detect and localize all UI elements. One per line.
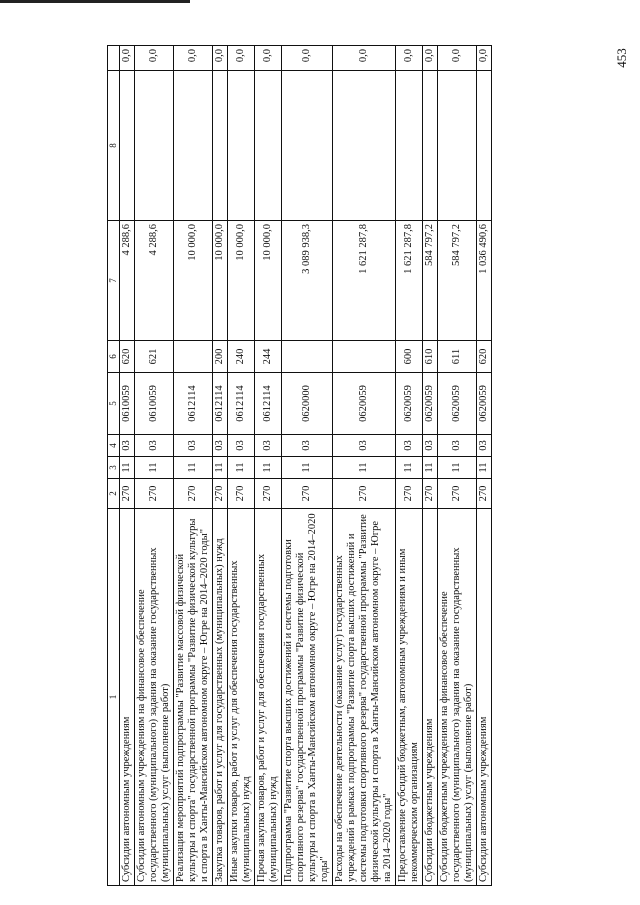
- cell-col-9: 0,0: [423, 46, 438, 71]
- cell-section-code: 11: [333, 457, 396, 479]
- cell-col-8: [333, 71, 396, 221]
- cell-target-article: 0612114: [255, 373, 282, 435]
- column-header: 2: [108, 479, 120, 509]
- row-description: Закупка товаров, работ и услуг для государственных (муниципальных) нужд: [213, 509, 228, 886]
- cell-subsection-code: 03: [438, 435, 477, 457]
- cell-ministry-code: 270: [120, 479, 135, 509]
- cell-target-article: 0612114: [213, 373, 228, 435]
- row-description: Субсидии автономным учреждениям: [120, 509, 135, 886]
- cell-ministry-code: 270: [333, 479, 396, 509]
- table-row: [213, 46, 228, 886]
- cell-section-code: 11: [213, 457, 228, 479]
- cell-section-code: 11: [477, 457, 492, 479]
- cell-ministry-code: 270: [255, 479, 282, 509]
- column-header: 4: [108, 435, 120, 457]
- cell-col-8: [228, 71, 255, 221]
- cell-amount: 10 000,0: [255, 221, 282, 341]
- cell-subsection-code: 03: [135, 435, 174, 457]
- rotated-table-wrapper: [107, 46, 492, 886]
- cell-amount: 10 000,0: [228, 221, 255, 341]
- cell-subsection-code: 03: [213, 435, 228, 457]
- column-header: 3: [108, 457, 120, 479]
- cell-target-article: 0620059: [333, 373, 396, 435]
- cell-subsection-code: 03: [333, 435, 396, 457]
- cell-expense-type: 600: [396, 341, 423, 373]
- row-description: Расходы на обеспечение деятельности (оказание услуг) государственных учреждений в рамках подпрограммы "Развитие спорта высших достижений и системы подготовки спортивного резерва" государственной программы "Развитие физической культуры и спорта в Ханты-Мансийском автономном округе – Югре на 2014–2020 годы": [333, 509, 396, 886]
- cell-expense-type: 200: [213, 341, 228, 373]
- cell-section-code: 11: [255, 457, 282, 479]
- cell-ministry-code: 270: [174, 479, 213, 509]
- cell-expense-type: 620: [477, 341, 492, 373]
- cell-amount: 10 000,0: [174, 221, 213, 341]
- cell-subsection-code: 03: [228, 435, 255, 457]
- cell-expense-type: 611: [438, 341, 477, 373]
- column-header: [108, 46, 120, 71]
- cell-subsection-code: 03: [120, 435, 135, 457]
- cell-section-code: 11: [438, 457, 477, 479]
- cell-amount: 3 089 938,3: [282, 221, 333, 341]
- cell-expense-type: 621: [135, 341, 174, 373]
- cell-section-code: 11: [135, 457, 174, 479]
- cell-amount: 584 797,2: [423, 221, 438, 341]
- cell-col-9: 0,0: [333, 46, 396, 71]
- cell-expense-type: [174, 341, 213, 373]
- cell-col-9: 0,0: [135, 46, 174, 71]
- cell-col-8: [174, 71, 213, 221]
- cell-col-8: [255, 71, 282, 221]
- cell-section-code: 11: [120, 457, 135, 479]
- row-description: Субсидии бюджетным учреждениям на финансовое обеспечение государственного (муниципального) задания на оказание государственных (муниципальных) услуг (выполнение работ): [438, 509, 477, 886]
- table-row: [120, 46, 135, 886]
- cell-subsection-code: 03: [174, 435, 213, 457]
- cell-target-article: 0610059: [120, 373, 135, 435]
- table-row: [174, 46, 213, 886]
- table-row: [255, 46, 282, 886]
- cell-col-8: [477, 71, 492, 221]
- table-row: [135, 46, 174, 886]
- cell-col-8: [213, 71, 228, 221]
- cell-section-code: 11: [174, 457, 213, 479]
- cell-expense-type: [282, 341, 333, 373]
- cell-subsection-code: 03: [282, 435, 333, 457]
- cell-target-article: 0620059: [438, 373, 477, 435]
- table-row: [333, 46, 396, 886]
- row-description: Субсидии автономным учреждениям: [477, 509, 492, 886]
- cell-expense-type: 244: [255, 341, 282, 373]
- cell-col-8: [135, 71, 174, 221]
- cell-ministry-code: 270: [213, 479, 228, 509]
- cell-section-code: 11: [423, 457, 438, 479]
- cell-col-8: [423, 71, 438, 221]
- cell-col-9: 0,0: [396, 46, 423, 71]
- column-header: 5: [108, 373, 120, 435]
- table-row: [396, 46, 423, 886]
- cell-amount: 4 288,6: [135, 221, 174, 341]
- cell-target-article: 0620059: [396, 373, 423, 435]
- cell-col-9: 0,0: [213, 46, 228, 71]
- cell-target-article: 0620000: [282, 373, 333, 435]
- cell-target-article: 0612114: [228, 373, 255, 435]
- cell-subsection-code: 03: [396, 435, 423, 457]
- cell-col-8: [120, 71, 135, 221]
- scan-edge-line: [0, 0, 190, 3]
- cell-target-article: 0612114: [174, 373, 213, 435]
- row-description: Прочая закупка товаров, работ и услуг для обеспечения государственных (муниципальных) нужд: [255, 509, 282, 886]
- cell-col-9: 0,0: [228, 46, 255, 71]
- page-number: 453: [613, 48, 629, 68]
- cell-col-8: [282, 71, 333, 221]
- cell-amount: 1 621 287,8: [396, 221, 423, 341]
- table-row: [423, 46, 438, 886]
- table-row: [477, 46, 492, 886]
- cell-ministry-code: 270: [135, 479, 174, 509]
- cell-section-code: 11: [396, 457, 423, 479]
- cell-col-8: [438, 71, 477, 221]
- column-header: 1: [108, 509, 120, 886]
- cell-amount: 1 036 490,6: [477, 221, 492, 341]
- cell-ministry-code: 270: [228, 479, 255, 509]
- cell-col-9: 0,0: [174, 46, 213, 71]
- cell-target-article: 0620059: [423, 373, 438, 435]
- row-description: Предоставление субсидий бюджетным, автономным учреждениям и иным некоммерческим организациям: [396, 509, 423, 886]
- cell-expense-type: 240: [228, 341, 255, 373]
- cell-amount: 1 621 287,8: [333, 221, 396, 341]
- table-header-row: [108, 46, 120, 886]
- table-row: [228, 46, 255, 886]
- table-row: [438, 46, 477, 886]
- cell-col-9: 0,0: [282, 46, 333, 71]
- cell-subsection-code: 03: [423, 435, 438, 457]
- cell-col-9: 0,0: [438, 46, 477, 71]
- row-description: Подпрограмма "Развитие спорта высших достижений и системы подготовки спортивного резерва" государственной программы "Развитие физической культуры и спорта в Ханты-Мансийском автономном округе – Югре на 2014–2020 годы": [282, 509, 333, 886]
- table-body: [120, 46, 492, 886]
- cell-target-article: 0620059: [477, 373, 492, 435]
- cell-col-9: 0,0: [477, 46, 492, 71]
- cell-ministry-code: 270: [477, 479, 492, 509]
- cell-ministry-code: 270: [438, 479, 477, 509]
- column-header: 8: [108, 71, 120, 221]
- cell-target-article: 0610059: [135, 373, 174, 435]
- table-row: [282, 46, 333, 886]
- cell-expense-type: [333, 341, 396, 373]
- budget-table: [107, 45, 492, 886]
- cell-amount: 10 000,0: [213, 221, 228, 341]
- cell-ministry-code: 270: [396, 479, 423, 509]
- cell-section-code: 11: [228, 457, 255, 479]
- cell-ministry-code: 270: [423, 479, 438, 509]
- cell-col-8: [396, 71, 423, 221]
- cell-amount: 584 797,2: [438, 221, 477, 341]
- cell-col-9: 0,0: [255, 46, 282, 71]
- cell-subsection-code: 03: [477, 435, 492, 457]
- cell-amount: 4 288,6: [120, 221, 135, 341]
- column-header: 6: [108, 341, 120, 373]
- cell-col-9: 0,0: [120, 46, 135, 71]
- cell-expense-type: 610: [423, 341, 438, 373]
- cell-expense-type: 620: [120, 341, 135, 373]
- row-description: Субсидии бюджетным учреждениям: [423, 509, 438, 886]
- row-description: Реализация мероприятий подпрограммы "Развитие массовой физической культуры и спорта" государственной программы "Развитие физической культуры и спорта в Ханты-Мансийском автономном округе – Югре на 2014–2020 годы": [174, 509, 213, 886]
- cell-subsection-code: 03: [255, 435, 282, 457]
- cell-ministry-code: 270: [282, 479, 333, 509]
- row-description: Субсидии автономным учреждениям на финансовое обеспечение государственного (муниципального) задания на оказание государственных (муниципальных) услуг (выполнение работ): [135, 509, 174, 886]
- row-description: Иные закупки товаров, работ и услуг для обеспечения государственных (муниципальных) нужд: [228, 509, 255, 886]
- cell-section-code: 11: [282, 457, 333, 479]
- column-header: 7: [108, 221, 120, 341]
